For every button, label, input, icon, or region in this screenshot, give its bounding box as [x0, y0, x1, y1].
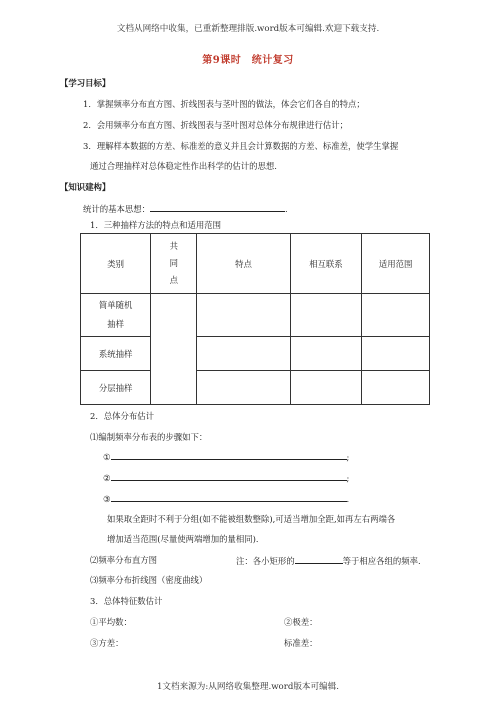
cell-systematic-scope[interactable] [362, 337, 430, 371]
header-common [151, 234, 197, 294]
part-3-title: 3．总体特征数估计 [90, 596, 163, 606]
header-scope: 适用范围 [362, 234, 430, 294]
note-line-1: 如果取全距时不利于分组(如不能被组数整除),可适当增加全距,如再左右两端各 [107, 514, 396, 524]
page-footer: 1文档来源为:从网络收集整理.word版本可编辑. [156, 682, 340, 692]
step-3-blank[interactable] [111, 492, 347, 502]
cell-simple-relation[interactable] [290, 294, 362, 337]
mean-label: ①平均数： [90, 617, 132, 627]
page-header: 文档从网络中收集，已重新整理排版.word版本可编辑.欢迎下载支持. [116, 24, 380, 34]
part-2-sub-2: ⑵频率分布直方图 [90, 555, 157, 565]
cell-systematic-features[interactable] [197, 337, 290, 371]
row-simple-random-label: 简单随机抽样 [98, 300, 133, 329]
part-2-title: 2．总体分布估计 [90, 411, 154, 421]
header-category: 类别 [81, 234, 151, 294]
histogram-note-b: 等于相应各组的频率. [342, 556, 421, 566]
row-stratified: 分层抽样 [81, 371, 151, 405]
cell-simple-features[interactable] [197, 294, 290, 337]
sampling-table [80, 233, 430, 405]
cell-systematic-relation[interactable] [290, 337, 362, 371]
row-simple-random [81, 294, 151, 337]
step-2-label: ② [103, 473, 111, 483]
histogram-note-a: 注：各小矩形的 [236, 556, 295, 566]
step-3-line: ③ . [103, 494, 350, 504]
step-1-line: ① ; [103, 452, 350, 462]
item-1-title: 1．三种抽样方法的特点和适用范围 [90, 220, 221, 230]
step-2-line: ② ; [103, 473, 350, 483]
basic-idea-label: 统计的基本思想： [83, 204, 150, 214]
header-relation: 相互联系 [290, 234, 362, 294]
std-label: 标准差： [284, 638, 318, 648]
goal-1: 1．掌握频率分布直方图、折线图表与茎叶图的做法，体会它们各自的特点； [83, 99, 365, 109]
header-features: 特点 [197, 234, 290, 294]
header-common-text: 共同点 [169, 241, 179, 285]
range-label: ②极差： [284, 617, 318, 627]
cell-stratified-scope[interactable] [362, 371, 430, 405]
goal-3-cont: 通过合理抽样对总体稳定性作出科学的估计的思想. [90, 161, 277, 171]
step-1-label: ① [103, 452, 111, 462]
cell-simple-scope[interactable] [362, 294, 430, 337]
note-line-2: 增加适当范围(尽量使两端增加的量相同)． [107, 534, 265, 544]
goal-2: 2．会用频率分布直方图、折线图表与茎叶图对总体分布规律进行估计； [83, 120, 348, 130]
page-title: 第9课时 统计复习 [202, 55, 294, 66]
variance-label: ③方差： [90, 638, 124, 648]
step-2-blank[interactable] [111, 471, 347, 481]
step-3-label: ③ [103, 494, 111, 504]
common-cell[interactable] [151, 294, 197, 405]
cell-stratified-relation[interactable] [290, 371, 362, 405]
histogram-note [236, 554, 421, 567]
histogram-note-blank[interactable] [295, 554, 343, 564]
goals-label: 【学习目标】 [60, 78, 111, 88]
goal-3: 3．理解样本数据的方差、标准差的意义并且会计算数据的方差、标准差，使学生掌握 [83, 141, 399, 151]
basic-idea-blank[interactable] [150, 202, 285, 212]
part-2-sub-3: ⑶频率分布折线图（密度曲线） [90, 575, 208, 585]
row-systematic: 系统抽样 [81, 337, 151, 371]
basic-idea-line: 统计的基本思想： . [83, 204, 288, 214]
knowledge-label: 【知识建构】 [60, 182, 111, 192]
cell-stratified-features[interactable] [197, 371, 290, 405]
step-1-blank[interactable] [111, 450, 347, 460]
part-2-sub-1: ⑴编制频率分布表的步骤如下： [90, 432, 208, 442]
